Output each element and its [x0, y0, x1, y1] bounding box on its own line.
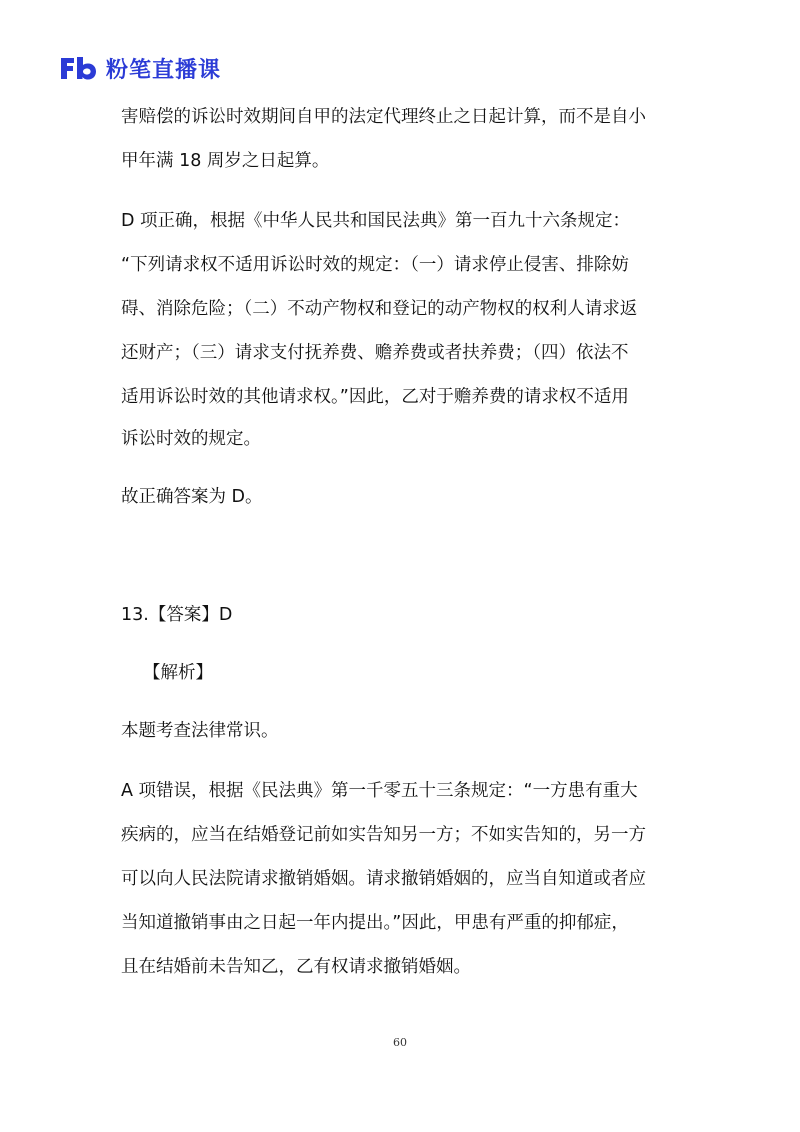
paragraph-line: D 项正确，根据《中华人民共和国民法典》第一百九十六条规定： [121, 211, 631, 231]
paragraph-line: 适用诉讼时效的其他请求权。”因此，乙对于赡养费的请求权不适用 [121, 387, 629, 407]
paragraph-line: 碍、消除危险；（二）不动产物权和登记的动产物权的权利人请求返 [121, 299, 638, 319]
paragraph-line: 甲年满 18 周岁之日起算。 [121, 151, 330, 171]
paragraph-line: 当知道撤销事由之日起一年内提出。”因此，甲患有严重的抑郁症， [121, 913, 629, 933]
answer-line: 故正确答案为 D。 [121, 487, 263, 507]
paragraph-line: 疾病的，应当在结婚登记前如实告知另一方；不如实告知的，另一方 [121, 825, 646, 845]
fb-logo-icon [58, 54, 98, 82]
paragraph-line: 本题考查法律常识。 [121, 721, 279, 741]
paragraph-line: 诉讼时效的规定。 [121, 429, 261, 449]
paragraph-line: 害赔偿的诉讼时效期间自甲的法定代理终止之日起计算，而不是自小 [121, 107, 646, 127]
paragraph-line: A 项错误，根据《民法典》第一千零五十三条规定：“一方患有重大 [121, 781, 638, 801]
page-header [58, 52, 221, 84]
brand-name: 粉笔直播课 [106, 57, 222, 83]
analysis-label: 【解析】 [143, 663, 213, 683]
paragraph-line: “下列请求权不适用诉讼时效的规定：（一）请求停止侵害、排除妨 [121, 255, 629, 275]
page-number: 60 [393, 1036, 407, 1049]
question-heading: 13.【答案】D [121, 605, 233, 625]
paragraph-line: 可以向人民法院请求撤销婚姻。请求撤销婚姻的，应当自知道或者应 [121, 869, 646, 889]
paragraph-line: 且在结婚前未告知乙，乙有权请求撤销婚姻。 [121, 957, 471, 977]
paragraph-line: 还财产；（三）请求支付抚养费、赡养费或者扶养费；（四）依法不 [121, 343, 629, 363]
